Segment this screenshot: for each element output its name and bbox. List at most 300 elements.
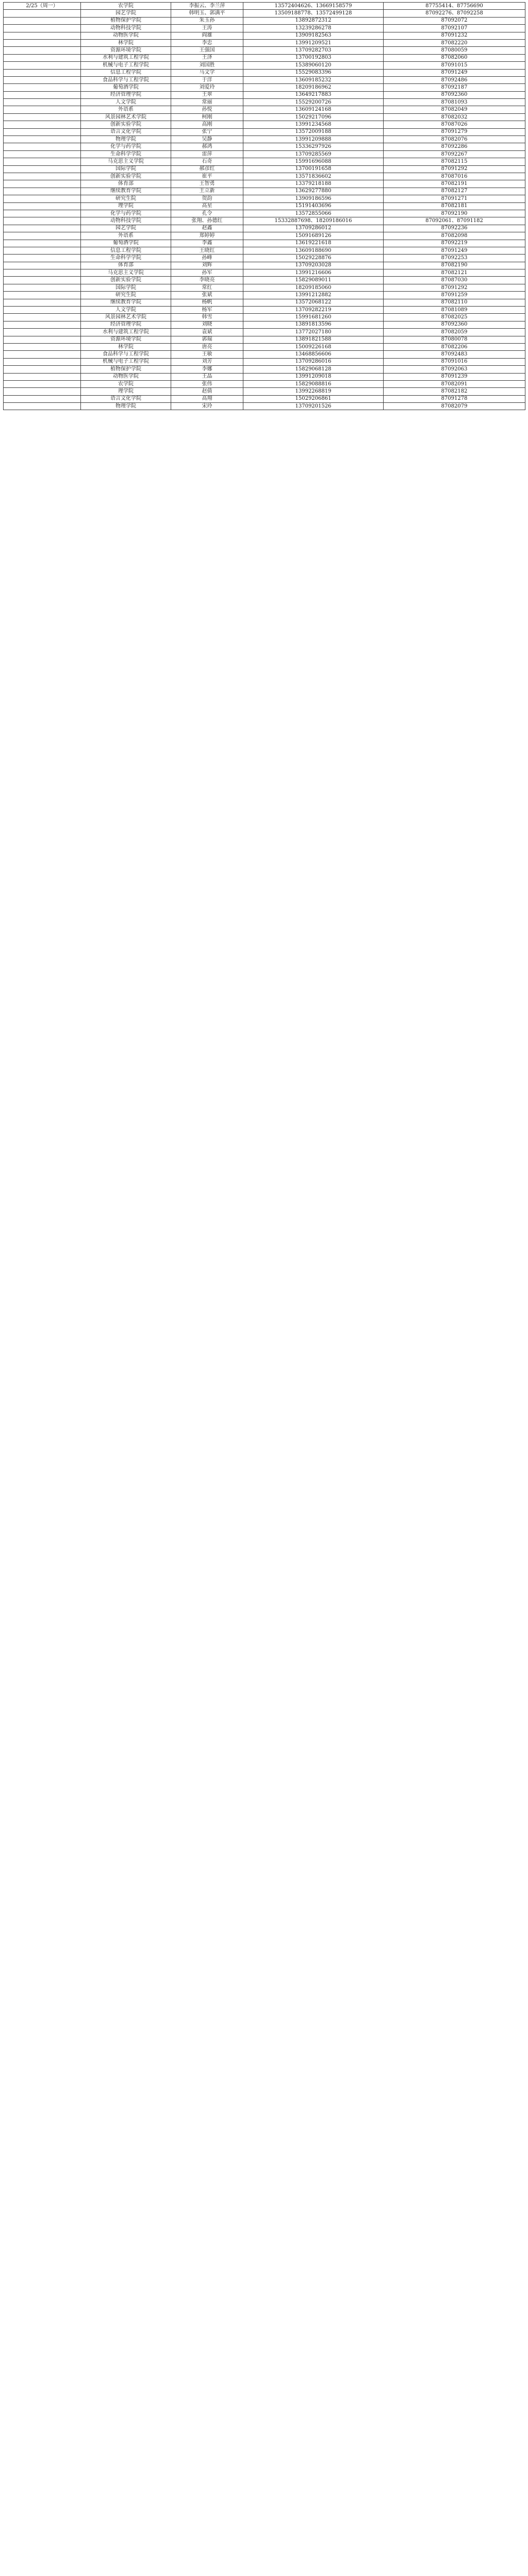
- table-row: [4, 358, 525, 365]
- duty-person-cell: 常丽: [171, 99, 243, 106]
- duty-person-cell: 高翔: [171, 395, 243, 402]
- office-phone-cell: 87091279: [384, 128, 525, 135]
- mobile-phone-cell: 13709282219: [243, 307, 384, 314]
- mobile-phone-cell: 13991209018: [243, 373, 384, 380]
- unit-cell: 食品科学与工程学院: [81, 76, 171, 83]
- table-row: [4, 180, 525, 188]
- unit-cell: 创新实验学院: [81, 277, 171, 284]
- duty-person-cell: 韩雪: [171, 314, 243, 321]
- date-cell: [4, 255, 81, 262]
- mobile-phone-cell: 13709282703: [243, 47, 384, 54]
- office-phone-cell: 87092063: [384, 366, 525, 373]
- duty-person-cell: 刘芳: [171, 358, 243, 365]
- date-cell: [4, 121, 81, 128]
- office-phone-cell: 87091278: [384, 395, 525, 402]
- date-cell: [4, 180, 81, 188]
- unit-cell: 经济管理学院: [81, 91, 171, 98]
- duty-person-cell: 李忠: [171, 39, 243, 46]
- table-row: [4, 395, 525, 402]
- office-phone-cell: 87092072: [384, 17, 525, 24]
- duty-person-cell: 王敏: [171, 351, 243, 358]
- table-row: [4, 329, 525, 336]
- mobile-phone-cell: 15029206861: [243, 395, 384, 402]
- office-phone-cell: 87082190: [384, 262, 525, 269]
- office-phone-cell: 87082115: [384, 158, 525, 165]
- duty-person-cell: 王翠: [171, 91, 243, 98]
- duty-person-cell: 杨帆: [171, 299, 243, 306]
- duty-person-cell: 刘国胜: [171, 62, 243, 69]
- unit-cell: 植物保护学院: [81, 17, 171, 24]
- mobile-phone-cell: 13468856606: [243, 351, 384, 358]
- table-row: [4, 54, 525, 61]
- mobile-phone-cell: 13572855066: [243, 210, 384, 217]
- office-phone-cell: 87082182: [384, 388, 525, 395]
- date-cell: [4, 299, 81, 306]
- duty-person-cell: 王强国: [171, 47, 243, 54]
- date-cell: [4, 32, 81, 39]
- date-cell: [4, 195, 81, 202]
- office-phone-cell: 87091292: [384, 284, 525, 291]
- unit-cell: 林学院: [81, 343, 171, 350]
- office-phone-cell: 87081089: [384, 307, 525, 314]
- duty-roster-body: [4, 3, 525, 410]
- duty-person-cell: 刘晓: [171, 321, 243, 328]
- date-cell: [4, 336, 81, 343]
- office-phone-cell: 87091249: [384, 247, 525, 254]
- table-row: [4, 188, 525, 195]
- mobile-phone-cell: 18209185060: [243, 284, 384, 291]
- duty-person-cell: 韩明玉、郭满平: [171, 10, 243, 17]
- unit-cell: 外语系: [81, 232, 171, 240]
- unit-cell: 理学院: [81, 202, 171, 210]
- mobile-phone-cell: 13709203028: [243, 262, 384, 269]
- table-row: [4, 173, 525, 180]
- duty-person-cell: 王泽: [171, 54, 243, 61]
- office-phone-cell: 87092190: [384, 210, 525, 217]
- unit-cell: 化学与药学院: [81, 143, 171, 150]
- unit-cell: 动物医学院: [81, 32, 171, 39]
- mobile-phone-cell: 13572404626、13669158579: [243, 3, 384, 10]
- office-phone-cell: 87091016: [384, 358, 525, 365]
- office-phone-cell: 87092061、87091182: [384, 217, 525, 225]
- office-phone-cell: 87082206: [384, 343, 525, 350]
- office-phone-cell: 87082098: [384, 232, 525, 240]
- duty-person-cell: 赵鑫: [171, 225, 243, 232]
- duty-person-cell: 王涛: [171, 25, 243, 32]
- date-cell: [4, 395, 81, 402]
- office-phone-cell: 87755414、87756690: [384, 3, 525, 10]
- table-row: [4, 76, 525, 83]
- table-row: [4, 128, 525, 135]
- unit-cell: 动物科技学院: [81, 217, 171, 225]
- table-row: [4, 366, 525, 373]
- date-cell: [4, 380, 81, 387]
- duty-person-cell: 郭瑞: [171, 336, 243, 343]
- duty-person-cell: 孙悦: [171, 106, 243, 113]
- mobile-phone-cell: 13709285569: [243, 150, 384, 158]
- mobile-phone-cell: 13619221618: [243, 240, 384, 247]
- office-phone-cell: 87091239: [384, 373, 525, 380]
- table-row: [4, 388, 525, 395]
- unit-cell: 马克思主义学院: [81, 158, 171, 165]
- table-row: [4, 292, 525, 299]
- mobile-phone-cell: 13991209888: [243, 136, 384, 143]
- date-cell: [4, 373, 81, 380]
- mobile-phone-cell: 13379218188: [243, 180, 384, 188]
- office-phone-cell: 87092360: [384, 321, 525, 328]
- date-cell: [4, 188, 81, 195]
- office-phone-cell: 87087026: [384, 121, 525, 128]
- mobile-phone-cell: 13709286012: [243, 225, 384, 232]
- mobile-phone-cell: 15529200726: [243, 99, 384, 106]
- mobile-phone-cell: 13629277880: [243, 188, 384, 195]
- duty-person-cell: 石奇: [171, 158, 243, 165]
- unit-cell: 体育部: [81, 262, 171, 269]
- date-cell: [4, 277, 81, 284]
- mobile-phone-cell: 15336297926: [243, 143, 384, 150]
- duty-person-cell: 高星: [171, 202, 243, 210]
- office-phone-cell: 87080059: [384, 47, 525, 54]
- duty-person-cell: 李鑫: [171, 240, 243, 247]
- unit-cell: 化学与药学院: [81, 210, 171, 217]
- unit-cell: 经济管理学院: [81, 321, 171, 328]
- office-phone-cell: 87082181: [384, 202, 525, 210]
- table-row: [4, 3, 525, 10]
- office-phone-cell: 87092360: [384, 91, 525, 98]
- unit-cell: 理学院: [81, 388, 171, 395]
- date-cell: [4, 225, 81, 232]
- duty-person-cell: 阎雄: [171, 32, 243, 39]
- table-row: [4, 47, 525, 54]
- date-cell: [4, 54, 81, 61]
- unit-cell: 继续教育学院: [81, 188, 171, 195]
- table-row: [4, 99, 525, 106]
- duty-person-cell: 王立新: [171, 188, 243, 195]
- mobile-phone-cell: 13892872312: [243, 17, 384, 24]
- office-phone-cell: 87091232: [384, 32, 525, 39]
- duty-person-cell: 李娜: [171, 366, 243, 373]
- office-phone-cell: 87082076: [384, 136, 525, 143]
- date-cell: [4, 91, 81, 98]
- mobile-phone-cell: 13509188778、13572499128: [243, 10, 384, 17]
- table-row: [4, 195, 525, 202]
- duty-person-cell: 于洋: [171, 76, 243, 83]
- duty-person-cell: 张宁: [171, 128, 243, 135]
- office-phone-cell: 87092236: [384, 225, 525, 232]
- date-cell: [4, 210, 81, 217]
- table-row: [4, 225, 525, 232]
- duty-person-cell: 孔令: [171, 210, 243, 217]
- mobile-phone-cell: 15991696088: [243, 158, 384, 165]
- unit-cell: 动物医学院: [81, 373, 171, 380]
- duty-person-cell: 宋玲: [171, 403, 243, 410]
- mobile-phone-cell: 13700191658: [243, 165, 384, 173]
- table-row: [4, 136, 525, 143]
- duty-person-cell: 常红: [171, 284, 243, 291]
- unit-cell: 人文学院: [81, 99, 171, 106]
- unit-cell: 葡萄酒学院: [81, 84, 171, 91]
- date-cell: [4, 173, 81, 180]
- mobile-phone-cell: 13700192803: [243, 54, 384, 61]
- unit-cell: 创新实验学院: [81, 173, 171, 180]
- office-phone-cell: 87092219: [384, 240, 525, 247]
- unit-cell: 继续教育学院: [81, 299, 171, 306]
- table-row: [4, 232, 525, 240]
- mobile-phone-cell: 13991216606: [243, 269, 384, 277]
- table-row: [4, 351, 525, 358]
- mobile-phone-cell: 13772027180: [243, 329, 384, 336]
- duty-person-cell: 朱玉孙: [171, 17, 243, 24]
- office-phone-cell: 87081093: [384, 99, 525, 106]
- table-row: [4, 255, 525, 262]
- duty-roster-table: [3, 2, 525, 410]
- office-phone-cell: 87082025: [384, 314, 525, 321]
- unit-cell: 研究生院: [81, 195, 171, 202]
- date-cell: [4, 403, 81, 410]
- mobile-phone-cell: 13991209521: [243, 39, 384, 46]
- duty-person-cell: 王晓红: [171, 247, 243, 254]
- table-row: [4, 202, 525, 210]
- table-row: [4, 336, 525, 343]
- mobile-phone-cell: 13891813596: [243, 321, 384, 328]
- date-cell: [4, 39, 81, 46]
- date-cell: [4, 10, 81, 17]
- unit-cell: 创新实验学院: [81, 121, 171, 128]
- mobile-phone-cell: 15991681260: [243, 314, 384, 321]
- office-phone-cell: 87082091: [384, 380, 525, 387]
- unit-cell: 林学院: [81, 39, 171, 46]
- mobile-phone-cell: 13992268819: [243, 388, 384, 395]
- mobile-phone-cell: 13649217883: [243, 91, 384, 98]
- mobile-phone-cell: 13609185232: [243, 76, 384, 83]
- date-cell: [4, 217, 81, 225]
- mobile-phone-cell: 15829089011: [243, 277, 384, 284]
- mobile-phone-cell: 15389060120: [243, 62, 384, 69]
- table-row: [4, 121, 525, 128]
- mobile-phone-cell: 13571836602: [243, 173, 384, 180]
- duty-person-cell: 孙峰: [171, 255, 243, 262]
- date-cell: [4, 321, 81, 328]
- unit-cell: 植物保护学院: [81, 366, 171, 373]
- unit-cell: 生命科学学院: [81, 255, 171, 262]
- table-row: [4, 240, 525, 247]
- unit-cell: 物理学院: [81, 403, 171, 410]
- table-row: [4, 284, 525, 291]
- unit-cell: 信息工程学院: [81, 69, 171, 76]
- date-cell: [4, 143, 81, 150]
- duty-person-cell: 刘辉: [171, 262, 243, 269]
- office-phone-cell: 87082220: [384, 39, 525, 46]
- mobile-phone-cell: 13991234568: [243, 121, 384, 128]
- office-phone-cell: 87082032: [384, 113, 525, 121]
- mobile-phone-cell: 13991212882: [243, 292, 384, 299]
- office-phone-cell: 87092267: [384, 150, 525, 158]
- date-cell: [4, 99, 81, 106]
- unit-cell: 国际学院: [81, 284, 171, 291]
- table-row: [4, 217, 525, 225]
- unit-cell: 风景园林艺术学院: [81, 113, 171, 121]
- mobile-phone-cell: 15029217096: [243, 113, 384, 121]
- unit-cell: 物理学院: [81, 136, 171, 143]
- unit-cell: 水利与建筑工程学院: [81, 54, 171, 61]
- unit-cell: 生命科学学院: [81, 150, 171, 158]
- unit-cell: 研究生院: [81, 292, 171, 299]
- mobile-phone-cell: 15529083396: [243, 69, 384, 76]
- date-cell: [4, 232, 81, 240]
- date-cell: [4, 262, 81, 269]
- office-phone-cell: 87087030: [384, 277, 525, 284]
- table-row: [4, 262, 525, 269]
- mobile-phone-cell: 13609188690: [243, 247, 384, 254]
- office-phone-cell: 87092253: [384, 255, 525, 262]
- table-row: [4, 314, 525, 321]
- table-row: [4, 307, 525, 314]
- date-cell: [4, 247, 81, 254]
- unit-cell: 农学院: [81, 3, 171, 10]
- duty-person-cell: 郑婷婷: [171, 232, 243, 240]
- duty-person-cell: 李晓亮: [171, 277, 243, 284]
- office-phone-cell: 87080078: [384, 336, 525, 343]
- date-cell: [4, 329, 81, 336]
- table-row: [4, 165, 525, 173]
- table-row: [4, 143, 525, 150]
- unit-cell: 机械与电子工程学院: [81, 358, 171, 365]
- duty-person-cell: 李振云、李兰萍: [171, 3, 243, 10]
- duty-person-cell: 郝鸿: [171, 143, 243, 150]
- office-phone-cell: 87091292: [384, 165, 525, 173]
- date-cell: [4, 351, 81, 358]
- date-cell: [4, 158, 81, 165]
- office-phone-cell: 87092187: [384, 84, 525, 91]
- mobile-phone-cell: 18209186962: [243, 84, 384, 91]
- duty-person-cell: 赵倩: [171, 388, 243, 395]
- office-phone-cell: 87087016: [384, 173, 525, 180]
- office-phone-cell: 87092486: [384, 76, 525, 83]
- table-row: [4, 62, 525, 69]
- date-cell: [4, 240, 81, 247]
- table-row: [4, 380, 525, 387]
- unit-cell: 信息工程学院: [81, 247, 171, 254]
- duty-person-cell: 马文学: [171, 69, 243, 76]
- table-row: [4, 17, 525, 24]
- table-row: [4, 84, 525, 91]
- office-phone-cell: 87092286: [384, 143, 525, 150]
- office-phone-cell: 87082121: [384, 269, 525, 277]
- date-cell: [4, 69, 81, 76]
- table-row: [4, 343, 525, 350]
- table-row: [4, 247, 525, 254]
- duty-person-cell: 高刚: [171, 121, 243, 128]
- mobile-phone-cell: 15332887698、18209186016: [243, 217, 384, 225]
- unit-cell: 外语系: [81, 106, 171, 113]
- date-cell: [4, 84, 81, 91]
- table-row: [4, 269, 525, 277]
- unit-cell: 动物科技学院: [81, 25, 171, 32]
- unit-cell: 人文学院: [81, 307, 171, 314]
- duty-person-cell: 孙军: [171, 269, 243, 277]
- duty-person-cell: 王智勇: [171, 180, 243, 188]
- office-phone-cell: 87082060: [384, 54, 525, 61]
- table-row: [4, 373, 525, 380]
- table-row: [4, 403, 525, 410]
- table-row: [4, 150, 525, 158]
- table-row: [4, 32, 525, 39]
- office-phone-cell: 87082079: [384, 403, 525, 410]
- unit-cell: 资源环境学院: [81, 47, 171, 54]
- mobile-phone-cell: 13239286278: [243, 25, 384, 32]
- unit-cell: 国际学院: [81, 165, 171, 173]
- duty-person-cell: 张斌: [171, 292, 243, 299]
- office-phone-cell: 87082110: [384, 299, 525, 306]
- office-phone-cell: 87092276、87092258: [384, 10, 525, 17]
- date-cell: [4, 284, 81, 291]
- date-cell: [4, 113, 81, 121]
- date-cell: [4, 47, 81, 54]
- date-cell: [4, 202, 81, 210]
- mobile-phone-cell: 15009226168: [243, 343, 384, 350]
- duty-person-cell: 崔平: [171, 173, 243, 180]
- table-row: [4, 113, 525, 121]
- mobile-phone-cell: 13909182563: [243, 32, 384, 39]
- unit-cell: 园艺学院: [81, 10, 171, 17]
- date-cell: [4, 17, 81, 24]
- unit-cell: 食品科学与工程学院: [81, 351, 171, 358]
- duty-person-cell: 张伟: [171, 380, 243, 387]
- date-cell: [4, 165, 81, 173]
- table-row: [4, 299, 525, 306]
- unit-cell: 葡萄酒学院: [81, 240, 171, 247]
- unit-cell: 园艺学院: [81, 225, 171, 232]
- date-cell: [4, 269, 81, 277]
- mobile-phone-cell: 15029228876: [243, 255, 384, 262]
- table-row: [4, 210, 525, 217]
- table-row: [4, 10, 525, 17]
- date-cell: [4, 292, 81, 299]
- unit-cell: 马克思主义学院: [81, 269, 171, 277]
- table-row: [4, 158, 525, 165]
- unit-cell: 水利与建筑工程学院: [81, 329, 171, 336]
- table-row: [4, 91, 525, 98]
- duty-person-cell: 袁斌: [171, 329, 243, 336]
- mobile-phone-cell: 13709201526: [243, 403, 384, 410]
- duty-person-cell: 贺韵: [171, 195, 243, 202]
- duty-person-cell: 王晶: [171, 373, 243, 380]
- duty-person-cell: 杨军: [171, 307, 243, 314]
- table-row: [4, 39, 525, 46]
- office-phone-cell: 87091249: [384, 69, 525, 76]
- unit-cell: 风景园林艺术学院: [81, 314, 171, 321]
- mobile-phone-cell: 13709286016: [243, 358, 384, 365]
- date-cell: [4, 307, 81, 314]
- mobile-phone-cell: 15829088816: [243, 380, 384, 387]
- date-cell: [4, 62, 81, 69]
- date-cell: [4, 150, 81, 158]
- office-phone-cell: 87082191: [384, 180, 525, 188]
- mobile-phone-cell: 13572068122: [243, 299, 384, 306]
- mobile-phone-cell: 13891821588: [243, 336, 384, 343]
- unit-cell: 体育部: [81, 180, 171, 188]
- unit-cell: 语言文化学院: [81, 128, 171, 135]
- table-row: [4, 321, 525, 328]
- duty-person-cell: 唐亮: [171, 343, 243, 350]
- duty-person-cell: 雷萍: [171, 150, 243, 158]
- unit-cell: 资源环境学院: [81, 336, 171, 343]
- date-cell: [4, 366, 81, 373]
- office-phone-cell: 87082059: [384, 329, 525, 336]
- table-row: [4, 69, 525, 76]
- mobile-phone-cell: 13609124168: [243, 106, 384, 113]
- mobile-phone-cell: 13909186596: [243, 195, 384, 202]
